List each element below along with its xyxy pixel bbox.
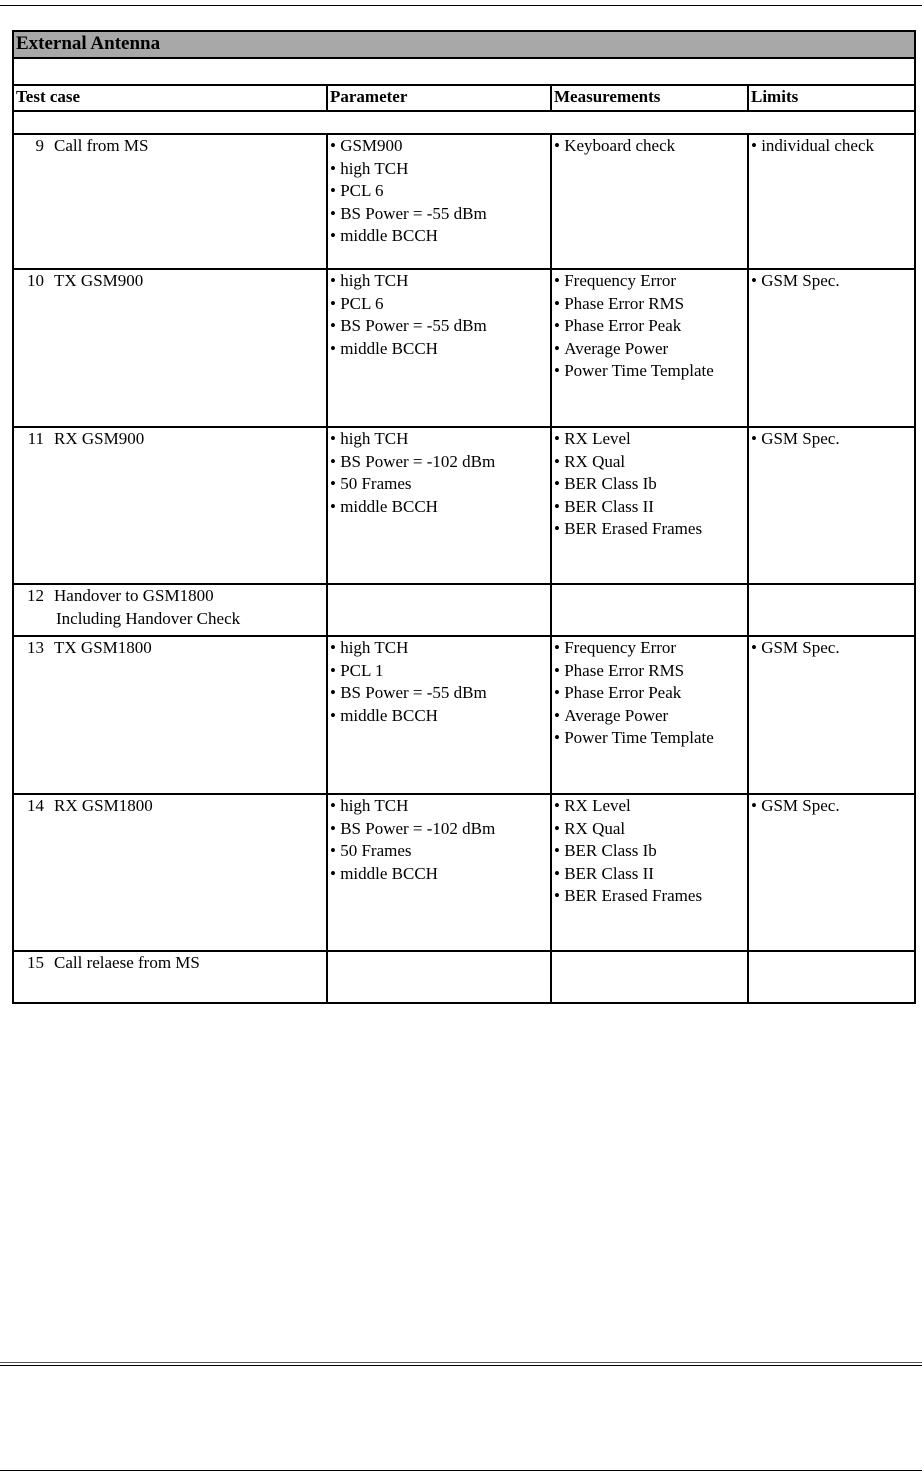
limit-list xyxy=(751,135,914,158)
measurement-item: • BER Class II xyxy=(554,863,747,886)
parameter-item: • 50 Frames xyxy=(330,840,550,863)
parameter-item: • high TCH xyxy=(330,428,550,451)
test-number: 11 xyxy=(27,429,44,448)
measurement-list xyxy=(554,637,747,750)
header-limits: Limits xyxy=(748,85,915,111)
limit-cell xyxy=(748,427,915,584)
parameter-list xyxy=(330,270,550,360)
test-case-cell xyxy=(13,584,327,636)
measurement-item: • RX Level xyxy=(554,795,747,818)
header-measurements: Measurements xyxy=(551,85,748,111)
measurement-item: • Phase Error Peak xyxy=(554,315,747,338)
table-row xyxy=(13,427,915,584)
test-case-cell xyxy=(13,794,327,951)
parameter-item: • 50 Frames xyxy=(330,473,550,496)
parameter-cell xyxy=(327,427,551,584)
test-number: 12 xyxy=(27,586,44,605)
measurement-item: • RX Qual xyxy=(554,818,747,841)
limit-cell xyxy=(748,636,915,794)
limit-cell xyxy=(748,951,915,1003)
measurement-item: • RX Qual xyxy=(554,451,747,474)
parameter-cell xyxy=(327,951,551,1003)
measurement-item: • Average Power xyxy=(554,338,747,361)
limit-list xyxy=(751,428,914,451)
test-number: 15 xyxy=(27,953,44,972)
test-case-name-line2: Including Handover Check xyxy=(56,608,241,628)
parameter-item: • middle BCCH xyxy=(330,338,550,361)
footer-rule-top xyxy=(0,1362,922,1363)
test-case-name: Handover to GSM1800 xyxy=(54,586,214,605)
test-case-name: RX GSM1800 xyxy=(54,796,153,815)
measurement-item: • Phase Error Peak xyxy=(554,682,747,705)
measurement-item: • BER Class II xyxy=(554,496,747,519)
limit-item: • GSM Spec. xyxy=(751,428,914,451)
parameter-item: • BS Power = -102 dBm xyxy=(330,451,550,474)
parameter-item: • high TCH xyxy=(330,270,550,293)
parameter-item: • PCL 6 xyxy=(330,293,550,316)
measurement-item: • Average Power xyxy=(554,705,747,728)
external-antenna-table xyxy=(12,30,916,1004)
table-row xyxy=(13,134,915,269)
limit-item: • individual check xyxy=(751,135,914,158)
parameter-cell xyxy=(327,636,551,794)
measurement-list xyxy=(554,135,747,158)
measurement-item: • BER Erased Frames xyxy=(554,518,747,541)
test-case-cell xyxy=(13,134,327,269)
measurement-cell xyxy=(551,794,748,951)
test-number: 9 xyxy=(35,136,44,155)
measurement-cell xyxy=(551,269,748,427)
measurement-cell xyxy=(551,584,748,636)
header-row xyxy=(13,85,915,111)
parameter-cell xyxy=(327,794,551,951)
measurement-item: • Phase Error RMS xyxy=(554,660,747,683)
test-number: 13 xyxy=(27,638,44,657)
test-case-cell xyxy=(13,427,327,584)
parameter-item: • middle BCCH xyxy=(330,225,550,248)
test-case-name: Call relaese from MS xyxy=(54,953,200,972)
parameter-item: • middle BCCH xyxy=(330,863,550,886)
test-case-name: Call from MS xyxy=(54,136,149,155)
measurement-item: • Frequency Error xyxy=(554,270,747,293)
parameter-cell xyxy=(327,269,551,427)
parameter-list xyxy=(330,795,550,885)
test-number: 14 xyxy=(27,796,44,815)
parameter-item: • BS Power = -55 dBm xyxy=(330,203,550,226)
parameter-item: • middle BCCH xyxy=(330,496,550,519)
limit-cell xyxy=(748,269,915,427)
measurement-cell xyxy=(551,951,748,1003)
measurement-item: • BER Class Ib xyxy=(554,473,747,496)
limit-list xyxy=(751,270,914,293)
measurement-cell xyxy=(551,636,748,794)
table-row xyxy=(13,269,915,427)
parameter-item: • high TCH xyxy=(330,637,550,660)
measurement-item: • Power Time Template xyxy=(554,727,747,750)
table-row xyxy=(13,584,915,636)
parameter-item: • BS Power = -55 dBm xyxy=(330,315,550,338)
limit-cell xyxy=(748,584,915,636)
test-case-cell xyxy=(13,636,327,794)
parameter-item: • PCL 6 xyxy=(330,180,550,203)
measurement-list xyxy=(554,795,747,908)
measurement-item: • BER Class Ib xyxy=(554,840,747,863)
parameter-cell xyxy=(327,134,551,269)
limit-list xyxy=(751,795,914,818)
parameter-item: • high TCH xyxy=(330,795,550,818)
test-case-name: TX GSM900 xyxy=(54,271,144,290)
limit-cell xyxy=(748,794,915,951)
measurement-item: • RX Level xyxy=(554,428,747,451)
measurement-item: • Frequency Error xyxy=(554,637,747,660)
parameter-item: • BS Power = -55 dBm xyxy=(330,682,550,705)
header-rule xyxy=(0,5,922,6)
parameter-list xyxy=(330,637,550,727)
table-row xyxy=(13,951,915,1003)
table-row xyxy=(13,794,915,951)
parameter-item: • high TCH xyxy=(330,158,550,181)
header-parameter: Parameter xyxy=(327,85,551,111)
limit-item: • GSM Spec. xyxy=(751,637,914,660)
spacer-row xyxy=(13,111,915,134)
parameter-list xyxy=(330,428,550,518)
parameter-list xyxy=(330,135,550,248)
measurement-item: • Keyboard check xyxy=(554,135,747,158)
test-number: 10 xyxy=(27,271,44,290)
test-case-cell xyxy=(13,951,327,1003)
blank-row xyxy=(13,58,915,85)
table-row xyxy=(13,636,915,794)
limit-item: • GSM Spec. xyxy=(751,795,914,818)
parameter-item: • PCL 1 xyxy=(330,660,550,683)
limit-list xyxy=(751,637,914,660)
measurement-list xyxy=(554,428,747,541)
measurement-cell xyxy=(551,427,748,584)
limit-cell xyxy=(748,134,915,269)
test-case-name: RX GSM900 xyxy=(54,429,145,448)
parameter-cell xyxy=(327,584,551,636)
limit-item: • GSM Spec. xyxy=(751,270,914,293)
parameter-item: • GSM900 xyxy=(330,135,550,158)
measurement-list xyxy=(554,270,747,383)
measurement-item: • Phase Error RMS xyxy=(554,293,747,316)
table-title: External Antenna xyxy=(13,31,915,58)
measurement-item: • BER Erased Frames xyxy=(554,885,747,908)
measurement-item: • Power Time Template xyxy=(554,360,747,383)
test-case-name: TX GSM1800 xyxy=(54,638,152,657)
parameter-item: • middle BCCH xyxy=(330,705,550,728)
test-case-cell xyxy=(13,269,327,427)
header-test-case: Test case xyxy=(13,85,327,111)
footer-rule-bottom xyxy=(0,1365,922,1366)
parameter-item: • BS Power = -102 dBm xyxy=(330,818,550,841)
page-bottom-rule xyxy=(0,1470,922,1471)
measurement-cell xyxy=(551,134,748,269)
